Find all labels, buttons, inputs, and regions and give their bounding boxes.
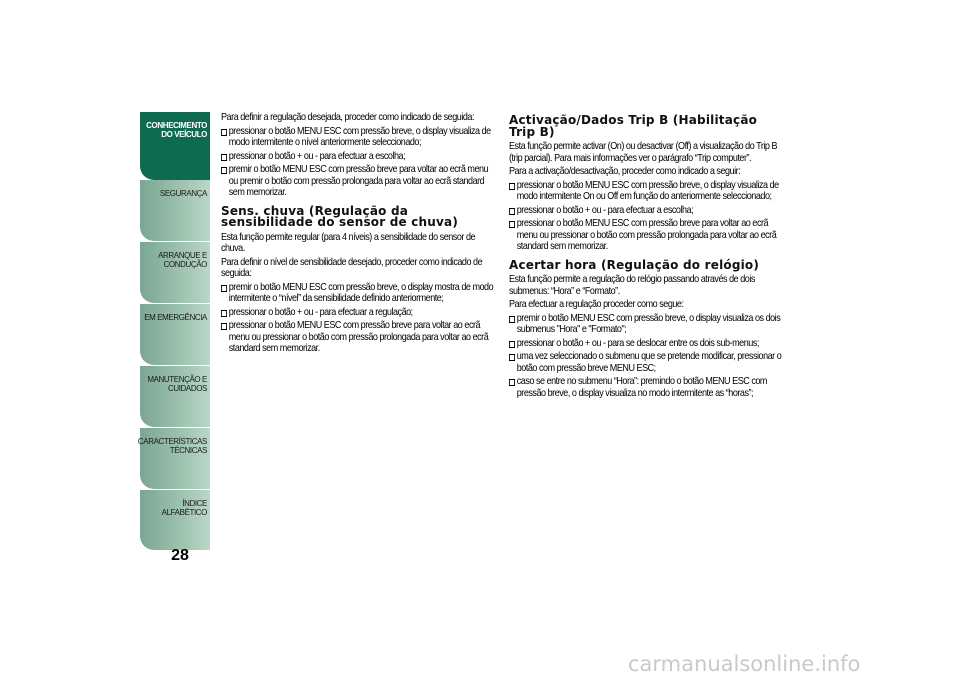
tab-seguranca[interactable] [140,180,210,241]
tab-label: CONHECIMENTO DO VEÍCULO [146,121,207,139]
tab-conhecimento-do-veiculo[interactable] [140,112,210,180]
paragraph: Para efectuar a regulação proceder como segue: [509,298,684,310]
tab-label: ÍNDICE ALFABÉTICO [161,499,207,517]
page-number: 28 [171,547,189,564]
paragraph: Esta função permite regular (para 4 níveis) a sensibilidade do sensor de chuva. [221,230,476,254]
checkbox-bullet-icon [509,316,515,323]
tab-caracteristicas-tecnicas[interactable] [137,428,210,489]
checkbox-bullet-icon [221,323,227,330]
checkbox-bullet-icon [509,221,515,228]
right-column [509,112,784,401]
list-item [509,218,783,253]
checkbox-bullet-icon [509,183,515,190]
list-item-text: premir o botão MENU ESC com pressão breve para voltar ao ecrã menu ou premir o botão com pressão prolongada para voltar ao ecrã standard sem memorizar. [228,163,489,198]
paragraph: Para a activação/desactivação, proceder como indicado a seguir: [509,165,741,177]
tab-label: CARACTERÍSTICAS TÉCNICAS [137,437,207,455]
checkbox-bullet-icon [221,129,227,136]
bullet-list [509,180,784,253]
paragraph: Esta função permite a regulação do relógio passando através de dois submenus: “Hora” e “Formato”. [509,273,755,297]
list-item-text: uma vez seleccionado o submenu que se pretende modificar, pressionar o botão com pressão breve MENU ESC; [516,350,782,374]
list-item [509,376,783,399]
list-item-text: pressionar o botão MENU ESC com pressão breve para voltar ao ecrã menu ou pressionar o botão com pressão prolongada para voltar ao ecrã standard sem memorizar. [228,319,489,354]
intro-paragraph: Para definir a regulação desejada, proceder como indicado de seguida: [221,111,475,123]
list-item [221,164,495,199]
tab-manutencao-e-cuidados[interactable] [140,366,210,427]
tab-arranque-e-conducao[interactable] [140,242,210,303]
list-item-text: pressionar o botão MENU ESC com pressão breve para voltar ao ecrã menu ou pressionar o botão com pressão prolongada para voltar ao ecrã standard sem memorizar. [516,217,777,252]
list-item-text: pressionar o botão + ou - para efectuar a escolha; [228,149,406,162]
left-column [221,112,496,357]
section-heading: Sens. chuva (Regulação da sensibilidade do sensor de chuva) [221,203,459,229]
tab-label: SEGURANÇA [159,189,207,198]
list-item [221,307,495,319]
watermark: carmanualsonline.info [628,652,861,676]
checkbox-bullet-icon [221,167,227,174]
list-item-text: pressionar o botão MENU ESC com pressão breve, o display visualiza de modo intermitente On ou Off em função do anteriormente seleccionado; [516,178,779,202]
bullet-list [221,126,496,199]
list-item [221,151,495,163]
list-item [221,126,495,149]
section-heading: Acertar hora (Regulação do relógio) [509,257,760,272]
tab-indice-alfabetico[interactable] [140,490,210,550]
checkbox-bullet-icon [221,310,227,317]
list-item-text: caso se entre no submenu “Hora”: premindo o botão MENU ESC com pressão breve, o display visualiza no modo intermitente as “horas”; [516,375,767,399]
checkbox-bullet-icon [509,379,515,386]
checkbox-bullet-icon [221,285,227,292]
list-item [509,351,783,374]
paragraph: Para definir o nível de sensibilidade desejado, proceder como indicado de seguida: [221,255,483,279]
checkbox-bullet-icon [509,341,515,348]
checkbox-bullet-icon [221,154,227,161]
list-item [221,282,495,305]
list-item [509,205,783,217]
bullet-list [221,282,496,355]
tab-label: ARRANQUE E CONDUÇÃO [158,251,207,269]
list-item-text: pressionar o botão MENU ESC com pressão breve, o display visualiza de modo intermitente o nível anteriormente seleccionado; [228,124,491,148]
checkbox-bullet-icon [509,354,515,361]
list-item-text: premir o botão MENU ESC com pressão breve, o display mostra de modo intermitente o “nível” da sensibilidade definido anteriormente; [228,280,494,304]
tab-label: EM EMERGÊNCIA [144,313,207,322]
list-item [509,338,783,350]
bullet-list [509,313,784,400]
list-item [509,180,783,203]
list-item-text: pressionar o botão + ou - para efectuar a regulação; [228,305,413,318]
checkbox-bullet-icon [509,208,515,215]
tab-em-emergencia[interactable] [140,304,210,365]
tab-label: MANUTENÇÃO E CUIDADOS [147,375,207,393]
paragraph: Esta função permite activar (On) ou desactivar (Off) a visualização do Trip B (trip parcial). Para mais informações ver o parágrafo “Trip computer”. [509,140,778,164]
chapter-sidebar [137,112,210,550]
section-heading: Activação/Dados Trip B (Habilitação Trip B) [509,113,758,139]
list-item-text: pressionar o botão + ou - para efectuar a escolha; [516,203,694,216]
list-item [509,313,783,336]
list-item [221,320,495,355]
list-item-text: premir o botão MENU ESC com pressão breve, o display visualiza os dois submenus "Hora" e "Formato"; [516,311,781,335]
list-item-text: pressionar o botão + ou - para se deslocar entre os dois sub-menus; [516,336,759,349]
